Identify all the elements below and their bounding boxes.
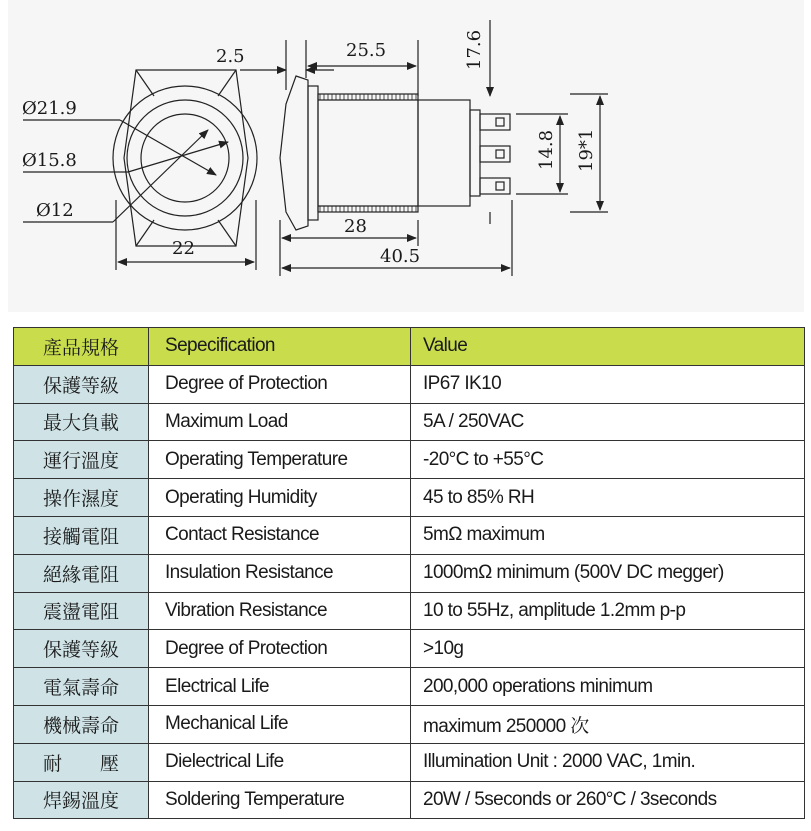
row-spec: Insulation Resistance <box>149 554 411 592</box>
row-zh: 保護等級 <box>14 630 149 668</box>
row-zh: 耐 壓 <box>14 743 149 781</box>
dim-terminal-span: 14.8 <box>536 129 557 170</box>
dim-flange: 2.5 <box>216 46 245 67</box>
row-spec: Dielectrical Life <box>149 743 411 781</box>
row-zh: 機械壽命 <box>14 705 149 743</box>
row-zh: 接觸電阻 <box>14 516 149 554</box>
dim-hex-width: 22 <box>172 238 195 259</box>
inner-ring <box>141 114 229 202</box>
row-value: 10 to 55Hz, amplitude 1.2mm p-p <box>411 592 805 630</box>
flange-outline <box>280 76 308 230</box>
row-value: 5mΩ maximum <box>411 516 805 554</box>
thread-body <box>318 94 418 212</box>
dim-body-top: 25.5 <box>346 40 387 61</box>
row-spec: Degree of Protection <box>149 630 411 668</box>
table-row <box>14 479 805 517</box>
row-value: 45 to 85% RH <box>411 479 805 517</box>
table-row <box>14 743 805 781</box>
row-zh: 焊錫溫度 <box>14 781 149 819</box>
specification-table <box>13 327 805 819</box>
table-row <box>14 592 805 630</box>
terminal <box>480 114 510 130</box>
row-spec: Degree of Protection <box>149 365 411 403</box>
table-row <box>14 403 805 441</box>
row-value: 5A / 250VAC <box>411 403 805 441</box>
outer-ring <box>113 86 257 230</box>
rear-body <box>418 100 470 206</box>
table-row <box>14 630 805 668</box>
terminal <box>480 178 510 194</box>
row-value: Illumination Unit : 2000 VAC, 1min. <box>411 743 805 781</box>
header-spec: Sepecification <box>149 328 411 366</box>
dim-thread-size: 19*1 <box>576 128 597 172</box>
row-zh: 電氣壽命 <box>14 668 149 706</box>
row-value: >10g <box>411 630 805 668</box>
dim-thread-length: 28 <box>344 216 367 237</box>
table-row <box>14 781 805 819</box>
mid-ring <box>127 100 243 216</box>
row-spec: Mechanical Life <box>149 705 411 743</box>
row-spec: Contact Resistance <box>149 516 411 554</box>
row-value: 1000mΩ minimum (500V DC megger) <box>411 554 805 592</box>
dim-height: 17.6 <box>464 29 485 70</box>
table-header-row <box>14 328 805 366</box>
row-spec: Maximum Load <box>149 403 411 441</box>
row-spec: Soldering Temperature <box>149 781 411 819</box>
dim-total-length: 40.5 <box>380 246 421 267</box>
table-row <box>14 365 805 403</box>
row-zh: 絕緣電阻 <box>14 554 149 592</box>
row-zh: 保護等級 <box>14 365 149 403</box>
technical-drawing-panel <box>8 0 804 312</box>
dim-mid-diameter: Ø15.8 <box>22 150 77 171</box>
row-zh: 最大負載 <box>14 403 149 441</box>
row-spec: Vibration Resistance <box>149 592 411 630</box>
row-zh: 運行溫度 <box>14 441 149 479</box>
row-spec: Electrical Life <box>149 668 411 706</box>
row-spec: Operating Humidity <box>149 479 411 517</box>
table-row <box>14 516 805 554</box>
row-value: maximum 250000 次 <box>411 705 805 743</box>
row-zh: 震盪電阻 <box>14 592 149 630</box>
row-value: -20°C to +55°C <box>411 441 805 479</box>
header-value: Value <box>411 328 805 366</box>
table-row <box>14 705 805 743</box>
row-zh: 操作濕度 <box>14 479 149 517</box>
row-spec: Operating Temperature <box>149 441 411 479</box>
switch-dimension-drawing <box>8 0 804 312</box>
row-value: IP67 IK10 <box>411 365 805 403</box>
dim-inner-diameter: Ø12 <box>36 200 74 221</box>
row-value: 200,000 operations minimum <box>411 668 805 706</box>
table-row <box>14 441 805 479</box>
row-value: 20W / 5seconds or 260°C / 3seconds <box>411 781 805 819</box>
terminal <box>480 146 510 162</box>
dim-outer-diameter: Ø21.9 <box>22 98 77 119</box>
table-row <box>14 554 805 592</box>
header-zh: 產品規格 <box>14 328 149 366</box>
table-row <box>14 668 805 706</box>
